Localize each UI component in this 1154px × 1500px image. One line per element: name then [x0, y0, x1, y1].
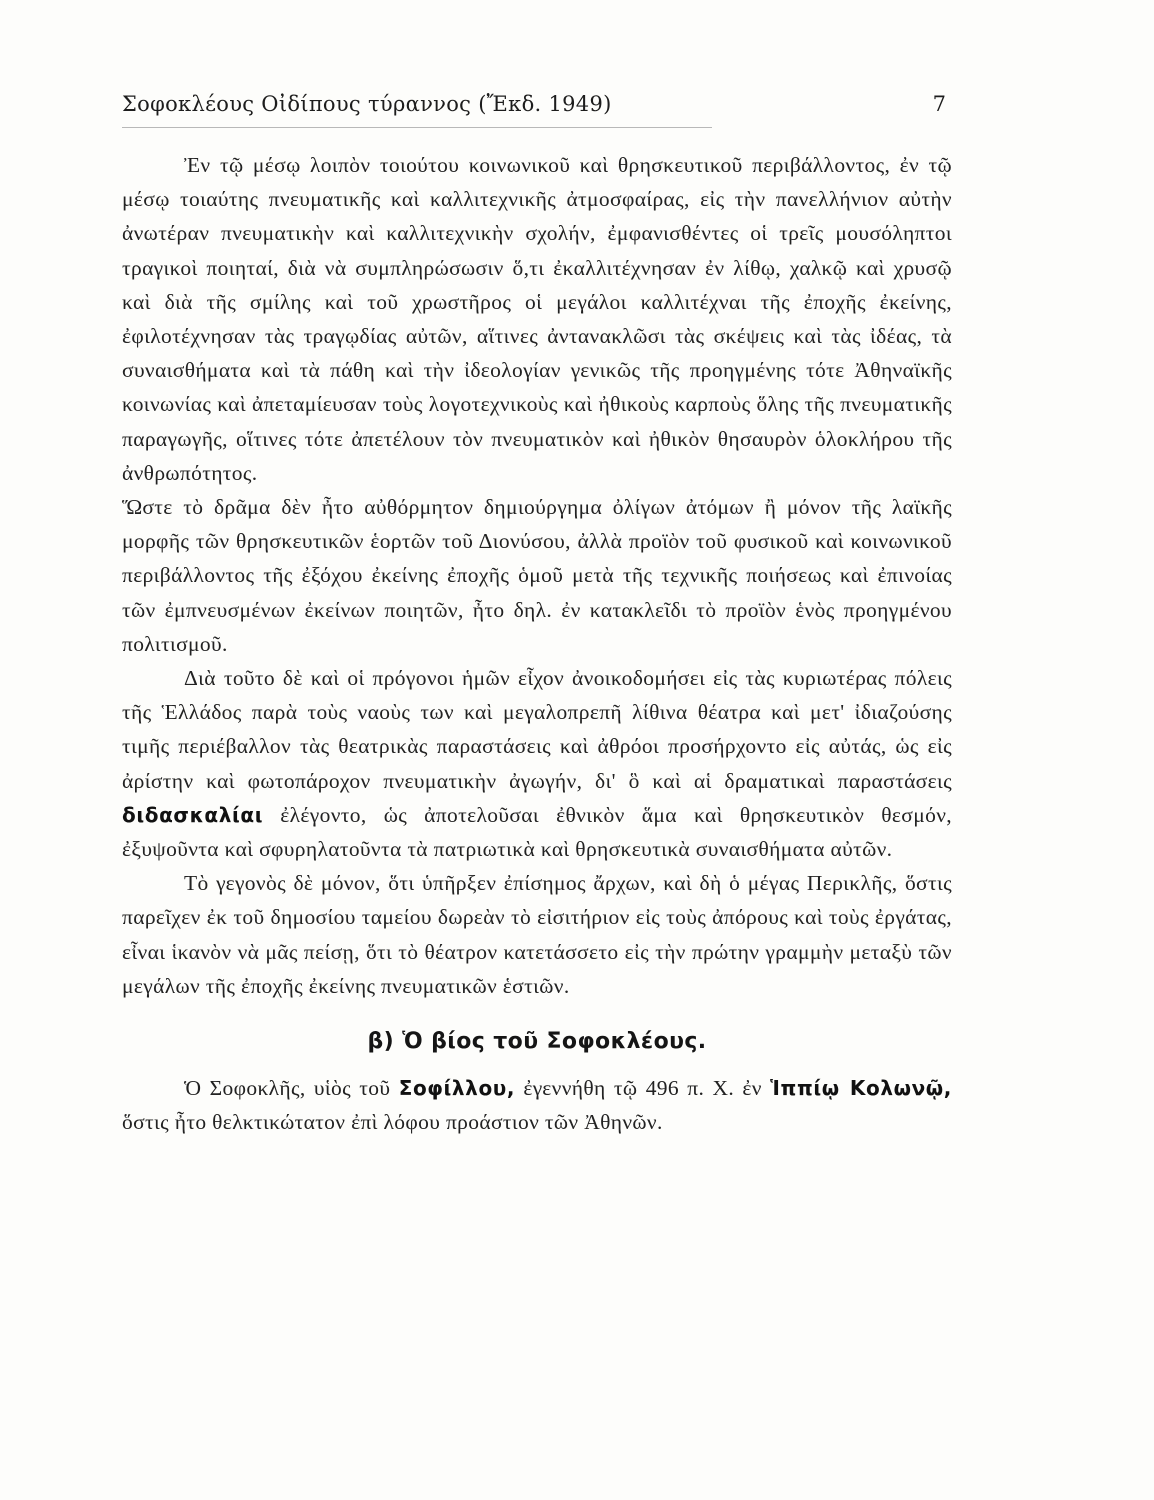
section-paragraph-1: [122, 1071, 952, 1139]
section-paragraph-1-text-a: Ὁ Σοφοκλῆς, υἱὸς τοῦ: [184, 1076, 391, 1101]
paragraph-4: Τὸ γεγονὸς δὲ μόνον, ὅτι ὑπῆρξεν ἐπίσημος ἄρχων, καὶ δὴ ὁ μέγας Περικλῆς, ὅστις παρεῖχεν ἐκ τοῦ δημοσίου ταμείου δωρεὰν τὸ εἰσιτήριον εἰς τοὺς ἀπόρους καὶ τοὺς ἐργάτας, εἶναι ἱκανὸν νὰ μᾶς πείσῃ, ὅτι τὸ θέατρον κατετάσσετο εἰς τὴν πρώτην γραμμὴν μεταξὺ τῶν μεγάλων τῆς ἐποχῆς ἐκείνης πνευματικῶν ἑστιῶν.: [122, 871, 952, 998]
section-heading: [122, 1003, 952, 1063]
main-text: [122, 148, 952, 1139]
heading-gap: [122, 1063, 952, 1071]
paragraph-3-text-b: ἐλέγοντο, ὡς ἀποτελοῦσαι ἐθνικὸν ἅμα καὶ θρησκευτικὸν θεσμόν, ἐξυψοῦντα καὶ σφυρηλατοῦντα τὰ πατριωτικὰ καὶ θρησκευτικὰ συναισθήματα αὐτῶν.: [122, 802, 952, 862]
paragraph-3: [122, 661, 952, 866]
header-rule: [122, 127, 712, 128]
section-paragraph-1-text-c: ὅστις ἦτο θελκτικώτατον ἐπὶ λόφου προάστιον τῶν Ἀθηνῶν.: [122, 1110, 663, 1135]
page-number: 7: [932, 92, 946, 116]
section-heading-text: β) Ὁ βίος τοῦ Σοφοκλέους.: [367, 1029, 707, 1055]
paragraph-2: Ὥστε τὸ δρᾶμα δὲν ἦτο αὐθόρμητον δημιούργημα ὀλίγων ἀτόμων ἢ μόνον τῆς λαϊκῆς μορφῆς τῶν θρησκευτικῶν ἑορτῶν τοῦ Διονύσου, ἀλλὰ προϊὸν τοῦ φυσικοῦ καὶ κοινωνικοῦ περιβάλλοντος τῆς ἐξόχου ἐκείνης ἐποχῆς ὁμοῦ μετὰ τῆς τεχνικῆς ποιήσεως καὶ ἐπινοίας τῶν ἐμπνευσμένων ἐκείνων ποιητῶν, ἦτο δηλ. ἐν κατακλεῖδι τὸ προϊὸν ἑνὸς προηγμένου πολιτισμοῦ.: [122, 495, 952, 656]
paragraph-1: Ἐν τῷ μέσῳ λοιπὸν τοιούτου κοινωνικοῦ καὶ θρησκευτικοῦ περιβάλλοντος, ἐν τῷ μέσῳ τοιαύτης πνευματικῆς καὶ καλλιτεχνικῆς ἀτμοσφαίρας, εἰς τὴν πανελλήνιον αὐτὴν ἀνωτέραν πνευματικὴν καὶ καλλιτεχνικὴν σχολήν, ἐμφανισθέντες οἱ τρεῖς μουσόληπτοι τραγικοὶ ποιηταί, διὰ νὰ συμπληρώσωσιν ὅ,τι ἐκαλλιτέχνησαν ἐν λίθῳ, χαλκῷ καὶ χρυσῷ καὶ διὰ τῆς σμίλης καὶ τοῦ χρωστῆρος οἱ μεγάλοι καλλιτέχναι τῆς ἐποχῆς ἐκείνης, ἐφιλοτέχνησαν τὰς τραγῳδίας αὐτῶν, αἵτινες ἀντανακλῶσι τὰς σκέψεις καὶ τὰς ἰδέας, τὰ συναισθήματα καὶ τὰ πάθη καὶ τὴν ἰδεολογίαν γενικῶς τῆς προηγμένης τότε Ἀθηναϊκῆς κοινωνίας καὶ ἀπεταμίευσαν τοὺς λογοτεχνικοὺς καὶ ἠθικοὺς καρποὺς ὅλης τῆς πνευματικῆς παραγωγῆς, οἵτινες τότε ἀπετέλουν τὸν πνευματικὸν καὶ ἠθικὸν θησαυρὸν ὁλοκλήρου τῆς ἀνθρωπότητος.: [122, 153, 952, 485]
running-header: [122, 92, 948, 122]
term-didaskaliai: διδασκαλίαι: [122, 802, 264, 827]
paragraph-3-text-a: Διὰ τοῦτο δὲ καὶ οἱ πρόγονοι ἡμῶν εἶχον ἀνοικοδομήσει εἰς τὰς κυριωτέρας πόλεις τῆς Ἑλλάδος παρὰ τοὺς ναοὺς των καὶ μεγαλοπρεπῆ λίθινα θέατρα καὶ μετ' ἰδιαζούσης τιμῆς περιέβαλλον τὰς θεατρικὰς παραστάσεις καὶ ἀθρόοι προσήρχοντο εἰς αὐτάς, ὡς εἰς ἀρίστην καὶ φωτοπάροχον πνευματικὴν ἀγωγήν, δι' ὃ καὶ αἱ δραματικαὶ παραστάσεις: [122, 666, 952, 793]
section-paragraph-1-text-b: ἐγεννήθη τῷ 496 π. Χ. ἐν: [523, 1076, 762, 1101]
place-hippios-kolonos: Ἱππίῳ Κολωνῷ,: [770, 1076, 952, 1101]
running-title: Σοφοκλέους Οἰδίπους τύραννος (Ἔκδ. 1949): [122, 92, 612, 116]
name-sophillos: Σοφίλλου,: [398, 1076, 516, 1101]
